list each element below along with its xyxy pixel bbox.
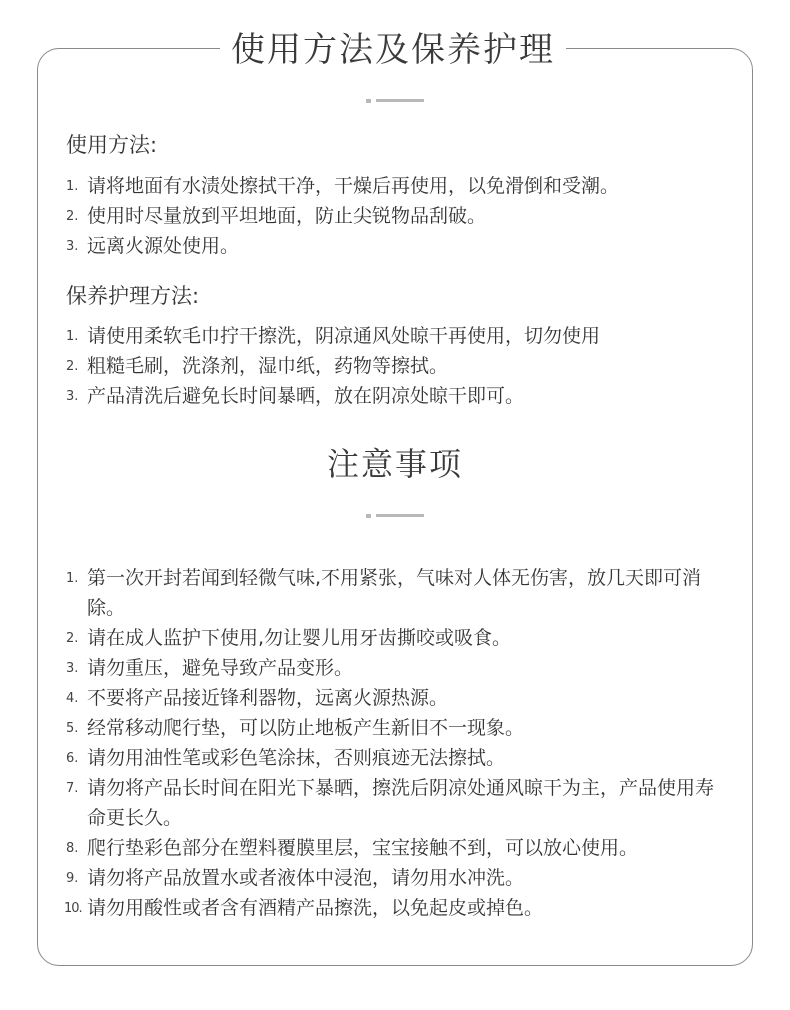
page-title: 使用方法及保养护理 — [220, 26, 566, 74]
item-text: 产品清洗后避免长时间暴晒，放在阴凉处晾干即可。 — [87, 385, 525, 407]
divider-bar — [376, 99, 424, 102]
item-number: 1. — [66, 329, 79, 344]
item-text: 请在成人监护下使用,勿让婴儿用牙齿撕咬或吸食。 — [87, 627, 512, 649]
item-number: 3. — [66, 239, 79, 254]
list-item — [66, 381, 600, 411]
divider-bar — [376, 514, 424, 517]
item-number: 5. — [66, 721, 79, 736]
item-text: 请将地面有水渍处擦拭干净，干燥后再使用，以免滑倒和受潮。 — [87, 175, 620, 197]
list-item — [66, 713, 726, 743]
list-item — [66, 623, 726, 653]
notice-list — [66, 563, 726, 923]
item-text: 爬行垫彩色部分在塑料覆膜里层，宝宝接触不到，可以放心使用。 — [87, 837, 639, 859]
item-number: 8. — [66, 841, 79, 856]
care-heading: 保养护理方法: — [66, 284, 200, 308]
item-text: 请勿重压，避免导致产品变形。 — [87, 657, 354, 679]
item-text: 请勿将产品放置水或者液体中浸泡，请勿用水冲洗。 — [87, 867, 525, 889]
item-number: 6. — [66, 751, 79, 766]
item-text: 不要将产品接近锋利器物，远离火源热源。 — [87, 687, 449, 709]
divider-dot — [366, 514, 371, 518]
usage-heading: 使用方法: — [66, 133, 158, 157]
list-item — [66, 653, 726, 683]
item-number: 10. — [64, 901, 82, 916]
list-item — [66, 683, 726, 713]
item-number: 3. — [66, 389, 79, 404]
list-item — [66, 351, 600, 381]
item-text: 请勿用酸性或者含有酒精产品擦洗，以免起皮或掉色。 — [87, 897, 544, 919]
item-text: 请使用柔软毛巾拧干擦洗，阴凉通风处晾干再使用，切勿使用 — [87, 325, 601, 347]
item-text: 远离火源处使用。 — [87, 235, 240, 257]
item-number: 2. — [66, 209, 79, 224]
list-item — [66, 833, 726, 863]
list-item — [66, 893, 726, 923]
item-number: 7. — [66, 781, 79, 796]
divider-dot — [366, 99, 371, 103]
item-number: 2. — [66, 631, 79, 646]
item-number: 3. — [66, 661, 79, 676]
item-text: 使用时尽量放到平坦地面，防止尖锐物品刮破。 — [87, 205, 487, 227]
item-number: 4. — [66, 691, 79, 706]
list-item — [66, 773, 726, 833]
list-item — [66, 563, 726, 623]
notice-title: 注意事项 — [326, 445, 463, 483]
list-item — [66, 231, 619, 261]
item-number: 9. — [66, 871, 79, 886]
item-text: 粗糙毛刷，洗涤剂，湿巾纸，药物等擦拭。 — [87, 355, 449, 377]
item-number: 1. — [66, 179, 79, 194]
care-list — [66, 321, 600, 411]
list-item — [66, 171, 619, 201]
item-text: 经常移动爬行垫，可以防止地板产生新旧不一现象。 — [87, 717, 525, 739]
item-text: 请勿用油性笔或彩色笔涂抹，否则痕迹无法擦拭。 — [87, 747, 506, 769]
item-number: 2. — [66, 359, 79, 374]
list-item — [66, 201, 619, 231]
list-item — [66, 863, 726, 893]
item-text: 第一次开封若闻到轻微气味,不用紧张，气味对人体无伤害，放几天即可消除。 — [87, 567, 702, 619]
list-item — [66, 321, 600, 351]
item-number: 1. — [66, 571, 79, 586]
item-text: 请勿将产品长时间在阳光下暴晒，擦洗后阴凉处通风晾干为主，产品使用寿命更长久。 — [87, 777, 715, 829]
usage-list — [66, 171, 619, 261]
list-item — [66, 743, 726, 773]
